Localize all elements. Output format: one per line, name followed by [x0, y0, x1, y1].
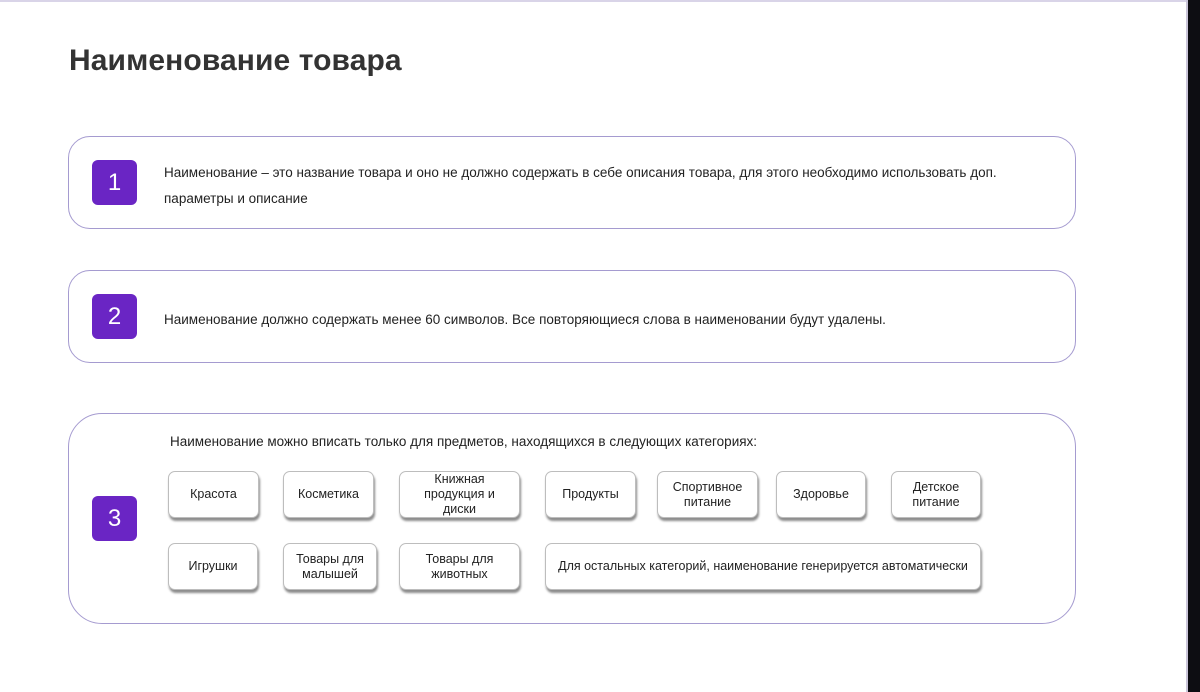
category-chip-baby-food[interactable]: Детское питание: [891, 471, 981, 518]
category-chip-pet-goods[interactable]: Товары для животных: [399, 543, 520, 590]
category-chip-beauty[interactable]: Красота: [168, 471, 259, 518]
rule-card-3: [68, 413, 1076, 624]
rule-text-line-1: Наименование – это название товара и оно не должно содержать в себе описания товара, для этого необходимо использовать доп.: [164, 165, 997, 180]
page-title: Наименование товара: [69, 44, 402, 77]
rule-text: Наименование можно вписать только для предметов, находящихся в следующих категориях:: [170, 434, 758, 449]
rule-card-1: [68, 136, 1076, 229]
category-chip-books-discs[interactable]: Книжная продукция и диски: [399, 471, 520, 518]
category-chip-health[interactable]: Здоровье: [776, 471, 866, 518]
category-chip-kids-goods[interactable]: Товары для малышей: [283, 543, 377, 590]
category-chip-sports-nutrition[interactable]: Спортивное питание: [657, 471, 758, 518]
rule-number-badge: 3: [92, 496, 137, 541]
rule-text: [164, 160, 1054, 212]
category-chip-products[interactable]: Продукты: [545, 471, 636, 518]
rule-card-2: [68, 270, 1076, 363]
category-chip-toys[interactable]: Игрушки: [168, 543, 258, 590]
rule-text: Наименование должно содержать менее 60 символов. Все повторяющиеся слова в наименовании будут удалены.: [164, 312, 886, 327]
rule-text-line-2: параметры и описание: [164, 191, 308, 206]
category-chip-cosmetics[interactable]: Косметика: [283, 471, 374, 518]
rule-number-badge: 2: [92, 294, 137, 339]
top-divider: [0, 0, 1200, 2]
rule-number-badge: 1: [92, 160, 137, 205]
window-right-edge: [1188, 0, 1200, 692]
category-chip-other-auto[interactable]: Для остальных категорий, наименование генерируется автоматически: [545, 543, 981, 590]
